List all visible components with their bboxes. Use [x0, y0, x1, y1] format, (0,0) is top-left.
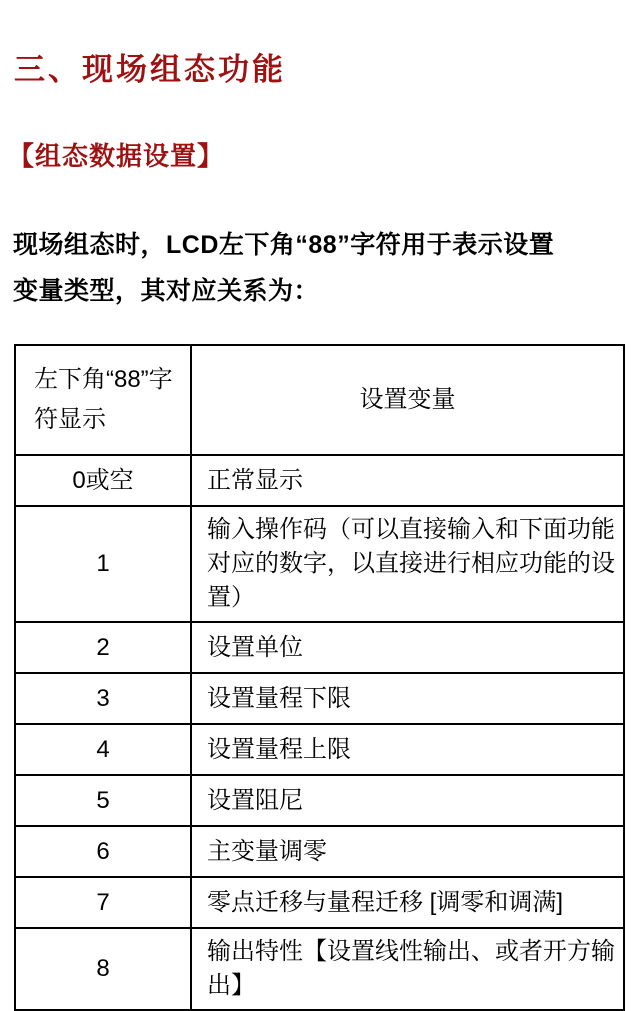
table-header-row — [15, 345, 624, 455]
code-cell: 2 — [15, 622, 191, 673]
variable-cell: 正常显示 — [191, 455, 624, 506]
variable-cell: 设置量程上限 — [191, 724, 624, 775]
variable-cell: 输入操作码（可以直接输入和下面功能对应的数字，以直接进行相应功能的设置） — [191, 506, 624, 622]
variable-cell: 输出特性【设置线性输出、或者开方输出】 — [191, 928, 624, 1010]
table-row — [15, 724, 624, 775]
code-cell: 8 — [15, 928, 191, 1010]
intro-line-1: 现场组态时，LCD左下角“88”字符用于表示设置 — [13, 231, 555, 259]
variable-cell: 设置量程下限 — [191, 673, 624, 724]
code-cell: 0或空 — [15, 455, 191, 506]
table-row — [15, 506, 624, 622]
table-row — [15, 455, 624, 506]
table-header-variable: 设置变量 — [191, 345, 624, 455]
table-row — [15, 775, 624, 826]
variable-cell: 零点迁移与量程迁移 [调零和调满] — [191, 877, 624, 928]
table-row — [15, 877, 624, 928]
document-page — [0, 52, 640, 1011]
config-table — [14, 344, 625, 1011]
table-row — [15, 928, 624, 1010]
table-row — [15, 622, 624, 673]
section-heading: 三、现场组态功能 — [14, 52, 286, 88]
code-cell: 4 — [15, 724, 191, 775]
table-row — [15, 673, 624, 724]
intro-line-2: 变量类型，其对应关系为： — [13, 277, 320, 305]
code-cell: 6 — [15, 826, 191, 877]
variable-cell: 主变量调零 — [191, 826, 624, 877]
variable-cell: 设置阻尼 — [191, 775, 624, 826]
subsection-heading: 【组态数据设置】 — [8, 141, 225, 171]
code-cell: 5 — [15, 775, 191, 826]
code-cell: 1 — [15, 506, 191, 622]
intro-paragraph — [13, 222, 626, 314]
code-cell: 3 — [15, 673, 191, 724]
code-cell: 7 — [15, 877, 191, 928]
table-header-code: 左下角“88”字符显示 — [15, 345, 191, 455]
table-row — [15, 826, 624, 877]
variable-cell: 设置单位 — [191, 622, 624, 673]
